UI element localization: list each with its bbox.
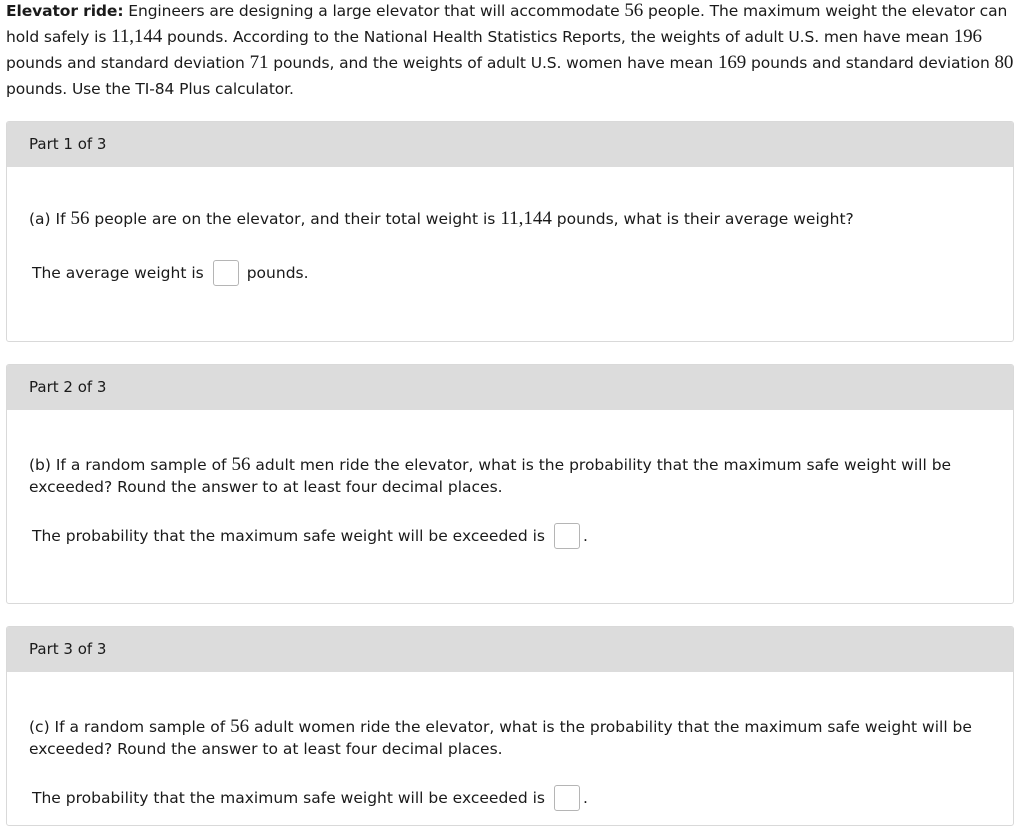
part-2-panel xyxy=(6,364,1014,604)
answer-prefix: The probability that the maximum safe weight will be exceeded is xyxy=(32,789,545,807)
part-1-header: Part 1 of 3 xyxy=(7,122,1013,167)
problem-text: pounds. According to the National Health Statistics Reports, the weights of adult U.S. men have mean xyxy=(162,28,954,46)
problem-number: 11,144 xyxy=(111,26,163,47)
problem-number: 169 xyxy=(717,52,747,73)
part-1-question xyxy=(29,208,979,230)
problem-number: 71 xyxy=(249,52,269,73)
question-text: pounds, what is their average weight? xyxy=(551,210,854,228)
problem-number: 80 xyxy=(994,52,1014,73)
question-text: people are on the elevator, and their total weight is xyxy=(89,210,501,228)
problem-text: pounds and standard deviation xyxy=(6,54,250,72)
average-weight-input[interactable] xyxy=(213,260,239,286)
problem-label: Elevator ride: xyxy=(6,2,124,20)
answer-suffix: . xyxy=(582,789,588,807)
question-number: 56 xyxy=(230,716,250,737)
question-text: adult women ride the elevator, what is the probability that the maximum safe weight will be exceeded? Round the answer to at least four decimal places. xyxy=(29,718,972,758)
question-text: adult men ride the elevator, what is the probability that the maximum safe weight will be exceeded? Round the answer to at least four decimal places. xyxy=(29,456,952,496)
part-3-panel xyxy=(6,626,1014,826)
problem-text: Engineers are designing a large elevator that will accommodate xyxy=(123,2,625,20)
answer-prefix: The probability that the maximum safe weight will be exceeded is xyxy=(32,527,545,545)
part-1-answer-line xyxy=(32,259,309,287)
part-2-header: Part 2 of 3 xyxy=(7,365,1013,410)
problem-text: people. The maximum weight the elevator can hold safely is xyxy=(6,2,1008,46)
question-number: 56 xyxy=(231,454,251,475)
part-3-question xyxy=(29,716,979,760)
question-number: 11,144 xyxy=(500,208,552,229)
part-2-answer-line xyxy=(32,522,588,550)
answer-prefix: The average weight is xyxy=(32,264,204,282)
question-text: (a) If xyxy=(29,210,71,228)
part-3-answer-line xyxy=(32,784,588,812)
answer-suffix: . xyxy=(582,527,588,545)
answer-suffix: pounds. xyxy=(246,264,309,282)
problem-number: 56 xyxy=(624,0,644,21)
part-2-question xyxy=(29,454,979,498)
women-probability-input[interactable] xyxy=(554,785,580,811)
problem-text: pounds, and the weights of adult U.S. women have mean xyxy=(268,54,718,72)
question-number: 56 xyxy=(70,208,90,229)
problem-text: pounds. Use the TI-84 Plus calculator. xyxy=(6,80,294,98)
problem-text: pounds and standard deviation xyxy=(746,54,995,72)
problem-statement xyxy=(6,0,1016,102)
men-probability-input[interactable] xyxy=(554,523,580,549)
part-1-panel xyxy=(6,121,1014,342)
question-text: (c) If a random sample of xyxy=(29,718,231,736)
question-text: (b) If a random sample of xyxy=(29,456,232,474)
problem-number: 196 xyxy=(953,26,982,47)
part-3-header: Part 3 of 3 xyxy=(7,627,1013,672)
